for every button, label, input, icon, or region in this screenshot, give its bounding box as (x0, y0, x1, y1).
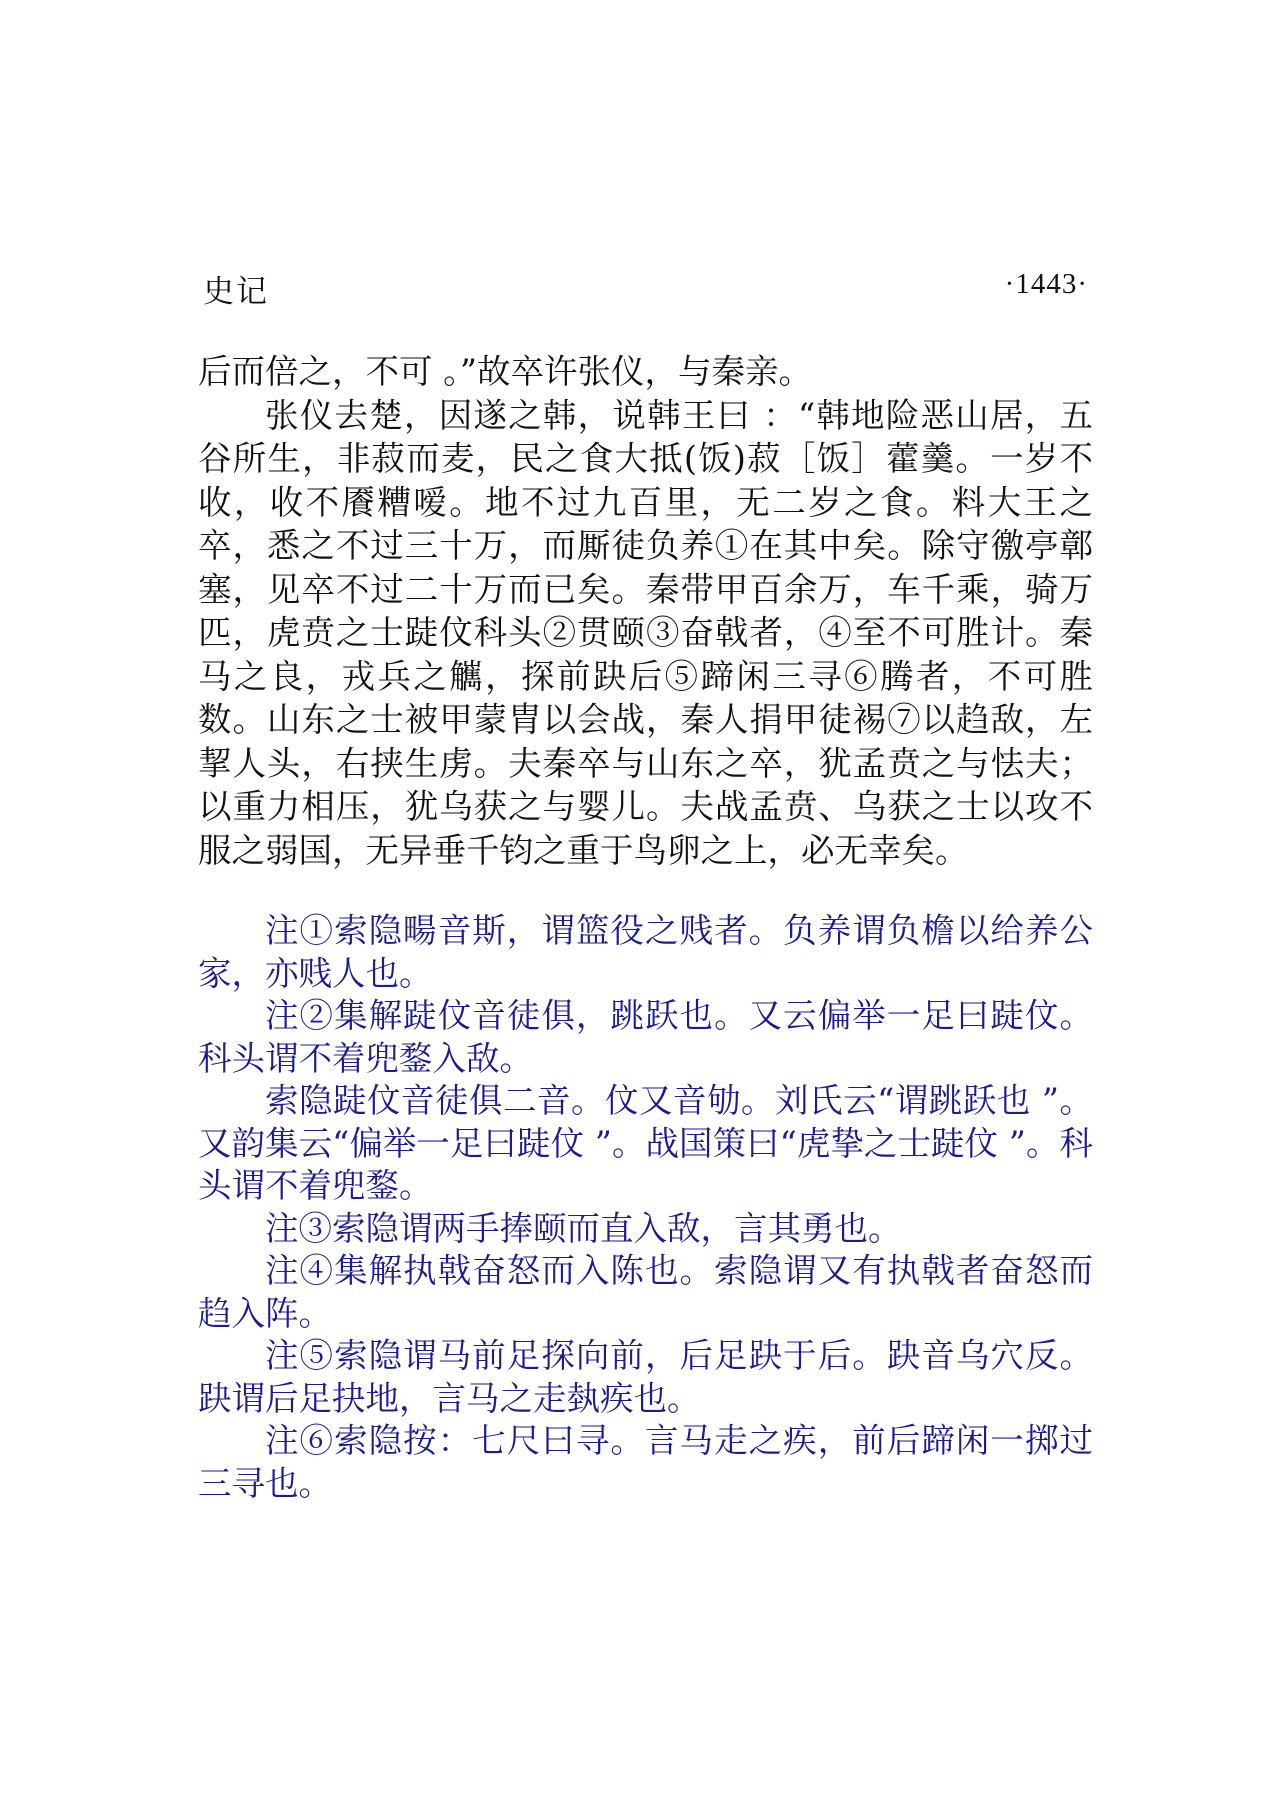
notes-section (198, 910, 1093, 1505)
note-paragraph: 注⑥索隐按：七尺曰寻。言马走之疾，前后蹄闲一掷过三寻也。 (198, 1421, 1093, 1503)
page-header (203, 266, 1088, 310)
main-paragraph: 张仪去楚，因遂之韩，说韩王曰 ：“韩地险恶山居，五谷所生，非菽而麦，民之食大抵(饭)菽［饭］藿羹。一岁不收，收不餍糟嗳。地不过九百里，无二岁之食。料大王之卒，悉之不过三十万，而厮徒负养①在其中矣。除守徼亭鄣塞，见卒不过二十万而已矣。秦带甲百余万，车千乘，骑万匹，虎贲之士跿伩科头②贯颐③奋戟者，④至不可胜计。秦马之良，戎兵之觽，探前趹后⑤蹄闲三寻⑥腾者，不可胜数。山东之士被甲蒙胄以会战，秦人捐甲徒裼⑦以趋敌，左挈人头，右挟生虏。夫秦卒与山东之卒，犹孟贲之与怯夫；以重力相压，犹乌获之与婴儿。夫战孟贲、乌获之士以攻不服之弱国，无异垂千钧之重于鸟卵之上，必无幸矣。 (198, 395, 1093, 870)
page-number: ·1443· (1004, 268, 1088, 300)
note-paragraph: 索隐跿伩音徒俱二音。伩又音劬。刘氏云“谓跳跃也 ”。又韵集云“偏举一足曰跿伩 ”。战国策曰“虎挚之士跿伩 ”。科头谓不着兜鍪。 (198, 1081, 1093, 1205)
book-title: 史记 (203, 274, 269, 310)
note-paragraph: 注②集解跿伩音徒俱，跳跃也。又云偏举一足曰跿伩。科头谓不着兜鍪入敌。 (198, 996, 1093, 1078)
note-paragraph: 注④集解执戟奋怒而入陈也。索隐谓又有执戟者奋怒而趋入阵。 (198, 1251, 1093, 1333)
note-paragraph: 注⑤索隐谓马前足探向前，后足趹于后。趹音乌穴反。趹谓后足抉地，言马之走埶疾也。 (198, 1336, 1093, 1418)
main-paragraph: 后而倍之，不可 。”故卒许张仪，与秦亲。 (198, 352, 813, 391)
note-paragraph: 注①索隐畼音斯，谓篮役之贱者。负养谓负檐以给养公家，亦贱人也。 (198, 911, 1093, 993)
main-text (198, 350, 1093, 872)
note-paragraph: 注③索隐谓两手捧颐而直入敌，言其勇也。 (265, 1208, 902, 1248)
